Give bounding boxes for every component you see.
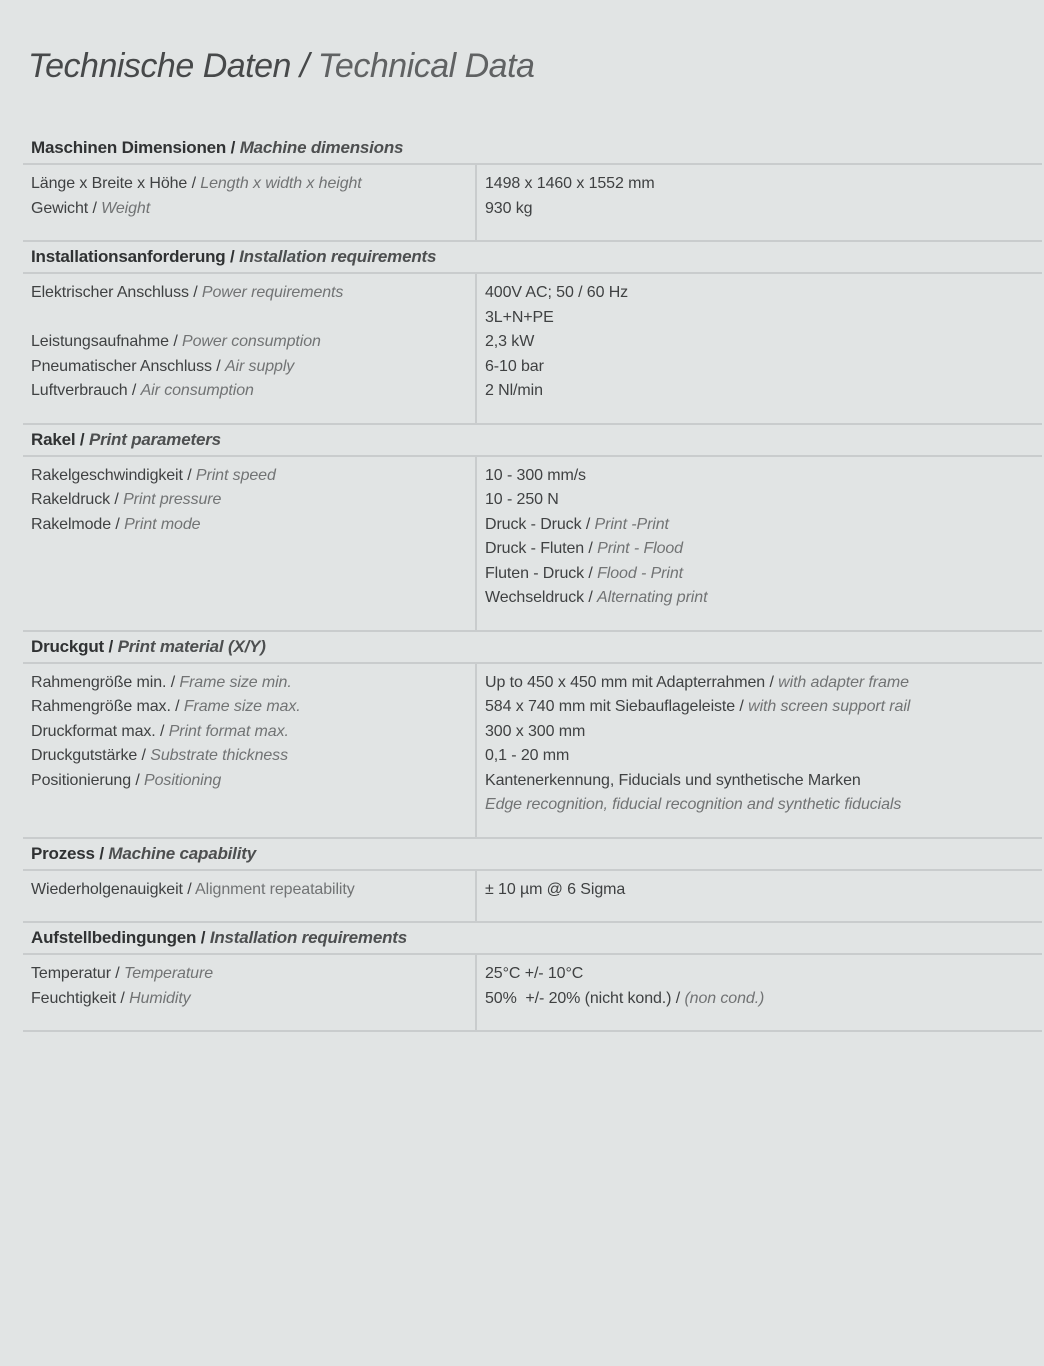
spec-text-german: Luftverbrauch bbox=[31, 382, 128, 399]
column-divider-line bbox=[475, 871, 477, 922]
spec-text-german: 930 kg bbox=[485, 199, 533, 217]
spec-text-english: Print -Print bbox=[594, 515, 669, 533]
spec-text-english: Frame size max. bbox=[183, 698, 301, 715]
spec-text-german: Druckformat max. bbox=[31, 722, 156, 740]
spec-line bbox=[31, 355, 475, 380]
section-body bbox=[23, 165, 1042, 242]
technical-data-table bbox=[23, 133, 1042, 1032]
spec-text-english: with adapter frame bbox=[778, 673, 909, 691]
section-header bbox=[23, 923, 1042, 955]
spec-text-english: Power requirements bbox=[201, 284, 344, 301]
spec-text-separator: / bbox=[137, 747, 151, 764]
page-title-german: Technische Daten bbox=[28, 47, 291, 85]
spec-line bbox=[485, 987, 1042, 1012]
labels-column bbox=[23, 671, 475, 818]
spec-line bbox=[485, 172, 1042, 197]
spec-text-separator: / bbox=[111, 515, 125, 533]
spec-line bbox=[31, 172, 475, 197]
spec-text-separator: / bbox=[155, 722, 169, 740]
spec-text-separator: / bbox=[166, 673, 180, 691]
spec-text-english: Alignment repeatability bbox=[195, 880, 355, 898]
section-title-german: Druckgut bbox=[31, 636, 105, 656]
spec-text-english: Print pressure bbox=[123, 491, 222, 508]
spec-text-german: 2,3 kW bbox=[485, 333, 535, 350]
spec-line bbox=[485, 586, 1042, 611]
spec-text-german: ± 10 µm @ 6 Sigma bbox=[485, 880, 626, 898]
spec-text-german: 400V AC; 50 / 60 Hz bbox=[485, 284, 629, 301]
column-divider-line bbox=[475, 274, 477, 423]
spec-text-german: Rakelgeschwindigkeit bbox=[31, 466, 183, 484]
spec-line bbox=[485, 562, 1042, 587]
spec-text-german: Druckgutstärke bbox=[31, 747, 138, 764]
labels-column bbox=[23, 464, 475, 611]
title-separator: / bbox=[290, 47, 318, 85]
spec-line bbox=[485, 306, 1042, 331]
spec-section bbox=[23, 839, 1042, 924]
spec-text-german: Länge x Breite x Höhe bbox=[31, 175, 188, 192]
spec-line bbox=[31, 744, 475, 769]
spec-line bbox=[485, 769, 1042, 794]
spec-line bbox=[31, 962, 475, 987]
labels-column bbox=[23, 172, 475, 221]
spec-text-german: 0,1 - 20 mm bbox=[485, 747, 570, 764]
spec-text-german: Pneumatischer Anschluss bbox=[31, 357, 212, 375]
spec-line bbox=[31, 720, 475, 745]
spec-line bbox=[485, 537, 1042, 562]
section-body bbox=[23, 274, 1042, 425]
spec-text-separator: / bbox=[765, 673, 779, 691]
values-column bbox=[475, 962, 1042, 1011]
spec-text-german: 25°C +/- 10°C bbox=[485, 965, 584, 982]
labels-column bbox=[23, 962, 475, 1011]
spec-text-english: Alternating print bbox=[597, 589, 708, 606]
spec-text-english: Power consumption bbox=[182, 333, 321, 350]
spec-section bbox=[23, 133, 1042, 242]
spec-text-english: Weight bbox=[101, 199, 151, 217]
section-header bbox=[23, 632, 1042, 664]
spec-text-german: Positionierung bbox=[31, 771, 131, 789]
spec-text-english: Edge recognition, fiducial recognition and synthetic fiducials bbox=[485, 796, 902, 813]
spec-text-german: Rakelmode bbox=[31, 515, 112, 533]
spec-text-english: Substrate thickness bbox=[150, 747, 288, 764]
spec-line bbox=[31, 281, 475, 306]
spec-text-german: 10 - 300 mm/s bbox=[485, 466, 586, 484]
spec-text-english: Humidity bbox=[129, 989, 191, 1007]
spec-text-german: Feuchtigkeit bbox=[31, 989, 117, 1007]
spec-text-separator: / bbox=[170, 698, 184, 715]
spec-line bbox=[485, 962, 1042, 987]
spec-text-separator: / bbox=[110, 491, 124, 508]
section-header bbox=[23, 242, 1042, 274]
section-title-separator: / bbox=[104, 636, 118, 656]
spec-text-german: Rahmengröße max. bbox=[31, 698, 171, 715]
page-title bbox=[0, 0, 1044, 86]
spec-line bbox=[485, 281, 1042, 306]
section-title-german: Aufstellbedingungen bbox=[31, 928, 197, 947]
spec-text-german: 300 x 300 mm bbox=[485, 722, 586, 740]
spec-line bbox=[31, 695, 475, 720]
spec-text-german: Druck - Druck bbox=[485, 515, 582, 533]
spec-text-english: Print mode bbox=[124, 515, 201, 533]
spec-text-english: Temperature bbox=[123, 965, 214, 982]
spec-text-german: Wiederholgenauigkeit bbox=[31, 880, 183, 898]
spec-line bbox=[31, 197, 475, 222]
spec-text-separator: / bbox=[131, 771, 145, 789]
section-title-separator: / bbox=[75, 429, 89, 449]
column-divider-line bbox=[475, 664, 477, 837]
spec-text-english: (non cond.) bbox=[684, 989, 765, 1007]
spec-section bbox=[23, 425, 1042, 632]
spec-text-english: Positioning bbox=[144, 771, 222, 789]
values-column bbox=[475, 281, 1042, 404]
spec-text-german: 584 x 740 mm mit Siebauflageleiste bbox=[485, 698, 736, 715]
spec-text-german: Gewicht bbox=[31, 199, 89, 217]
spec-line bbox=[485, 355, 1042, 380]
spec-line bbox=[485, 379, 1042, 404]
spec-text-separator: / bbox=[584, 540, 598, 557]
spec-line bbox=[31, 987, 475, 1012]
section-title-english: Print parameters bbox=[88, 429, 221, 449]
column-divider-line bbox=[475, 165, 477, 240]
spec-text-german: Temperatur bbox=[31, 965, 111, 982]
spec-line bbox=[485, 197, 1042, 222]
spec-text-english: Flood - Print bbox=[597, 564, 683, 582]
spec-text-separator: / bbox=[110, 965, 124, 982]
spec-section bbox=[23, 923, 1042, 1032]
section-body bbox=[23, 955, 1042, 1032]
spec-line bbox=[485, 513, 1042, 538]
section-title-english: Installation requirements bbox=[239, 247, 437, 266]
spec-text-separator: / bbox=[581, 515, 595, 533]
spec-line bbox=[485, 744, 1042, 769]
section-title-english: Machine capability bbox=[108, 843, 256, 863]
spec-text-german: 1498 x 1460 x 1552 mm bbox=[485, 175, 655, 192]
spec-text-german: Druck - Fluten bbox=[485, 540, 585, 557]
spec-text-german: Wechseldruck bbox=[485, 589, 584, 606]
spec-text-german: Fluten - Druck bbox=[485, 564, 585, 582]
spec-text-english: Air consumption bbox=[140, 382, 254, 399]
spec-text-german: Elektrischer Anschluss bbox=[31, 284, 189, 301]
spec-text-english: Length x width x height bbox=[200, 175, 362, 192]
section-title-separator: / bbox=[196, 928, 210, 947]
spec-text-german: 6-10 bar bbox=[485, 357, 544, 375]
spec-text-separator: / bbox=[182, 466, 196, 484]
spec-text-german: 2 Nl/min bbox=[485, 382, 543, 399]
spec-text-english: Air supply bbox=[224, 357, 295, 375]
spec-line bbox=[31, 379, 475, 404]
spec-section bbox=[23, 242, 1042, 425]
section-title-english: Machine dimensions bbox=[239, 138, 404, 157]
spec-line bbox=[31, 330, 475, 355]
spec-text-english: with screen support rail bbox=[748, 698, 911, 715]
spec-text-german: Rakeldruck bbox=[31, 491, 111, 508]
section-header bbox=[23, 839, 1042, 871]
section-title-german: Installationsanforderung bbox=[31, 247, 226, 266]
spec-text-separator: / bbox=[88, 199, 102, 217]
values-column bbox=[475, 671, 1042, 818]
section-header bbox=[23, 425, 1042, 457]
section-header bbox=[23, 133, 1042, 165]
spec-text-german: Rahmengröße min. bbox=[31, 673, 167, 691]
spec-text-german: 3L+N+PE bbox=[485, 308, 554, 326]
spec-text-separator: / bbox=[188, 284, 202, 301]
page-title-english: Technical Data bbox=[317, 47, 535, 85]
section-title-english: Installation requirements bbox=[209, 928, 407, 947]
spec-text-separator: / bbox=[211, 357, 225, 375]
spec-line bbox=[485, 695, 1042, 720]
spec-line bbox=[31, 488, 475, 513]
spec-line bbox=[485, 671, 1042, 696]
spec-line bbox=[31, 671, 475, 696]
spec-text-german: Up to 450 x 450 mm mit Adapterrahmen bbox=[485, 673, 766, 691]
section-body bbox=[23, 664, 1042, 839]
spec-text-separator: / bbox=[182, 880, 196, 898]
section-title-german: Maschinen Dimensionen bbox=[31, 138, 227, 157]
values-column bbox=[475, 172, 1042, 221]
column-divider-line bbox=[475, 955, 477, 1030]
spec-text-english: Print speed bbox=[195, 466, 276, 484]
section-body bbox=[23, 457, 1042, 632]
spec-text-german: 10 - 250 N bbox=[485, 491, 559, 508]
section-title-separator: / bbox=[226, 138, 240, 157]
spec-text-separator: / bbox=[116, 989, 130, 1007]
spec-line bbox=[485, 793, 1042, 818]
spec-text-separator: / bbox=[671, 989, 685, 1007]
spec-text-english: Print format max. bbox=[168, 722, 289, 740]
spec-text-separator: / bbox=[127, 382, 141, 399]
spec-text-separator: / bbox=[168, 333, 183, 350]
spec-text-separator: / bbox=[584, 589, 598, 606]
spec-line bbox=[485, 464, 1042, 489]
spec-line bbox=[485, 878, 1042, 903]
spec-text-german: Kantenerkennung, Fiducials und synthetische Marken bbox=[485, 771, 861, 789]
spec-text-english: Frame size min. bbox=[179, 673, 292, 691]
spec-line bbox=[31, 306, 475, 331]
spec-line bbox=[31, 464, 475, 489]
spec-section bbox=[23, 632, 1042, 839]
values-column bbox=[475, 878, 1042, 903]
spec-line bbox=[31, 878, 475, 903]
section-title-german: Rakel bbox=[31, 429, 76, 449]
section-body bbox=[23, 871, 1042, 924]
spec-line bbox=[31, 513, 475, 538]
column-divider-line bbox=[475, 457, 477, 630]
spec-text-german: Leistungsaufnahme bbox=[31, 333, 169, 350]
section-title-separator: / bbox=[94, 843, 109, 863]
spec-text-german: 50% +/- 20% (nicht kond.) bbox=[485, 989, 672, 1007]
labels-column bbox=[23, 281, 475, 404]
spec-text-separator: / bbox=[187, 175, 201, 192]
spec-text-english: Print - Flood bbox=[597, 540, 683, 557]
spec-line bbox=[31, 769, 475, 794]
spec-text-german bbox=[31, 309, 35, 326]
section-title-english: Print material (X/Y) bbox=[117, 636, 266, 656]
section-title-german: Prozess bbox=[31, 843, 95, 863]
spec-text-separator: / bbox=[735, 698, 749, 715]
section-title-separator: / bbox=[225, 247, 240, 266]
sections-container bbox=[23, 133, 1042, 1032]
spec-text-separator: / bbox=[584, 564, 598, 582]
spec-line bbox=[485, 488, 1042, 513]
spec-line bbox=[485, 720, 1042, 745]
values-column bbox=[475, 464, 1042, 611]
labels-column bbox=[23, 878, 475, 903]
spec-line bbox=[485, 330, 1042, 355]
